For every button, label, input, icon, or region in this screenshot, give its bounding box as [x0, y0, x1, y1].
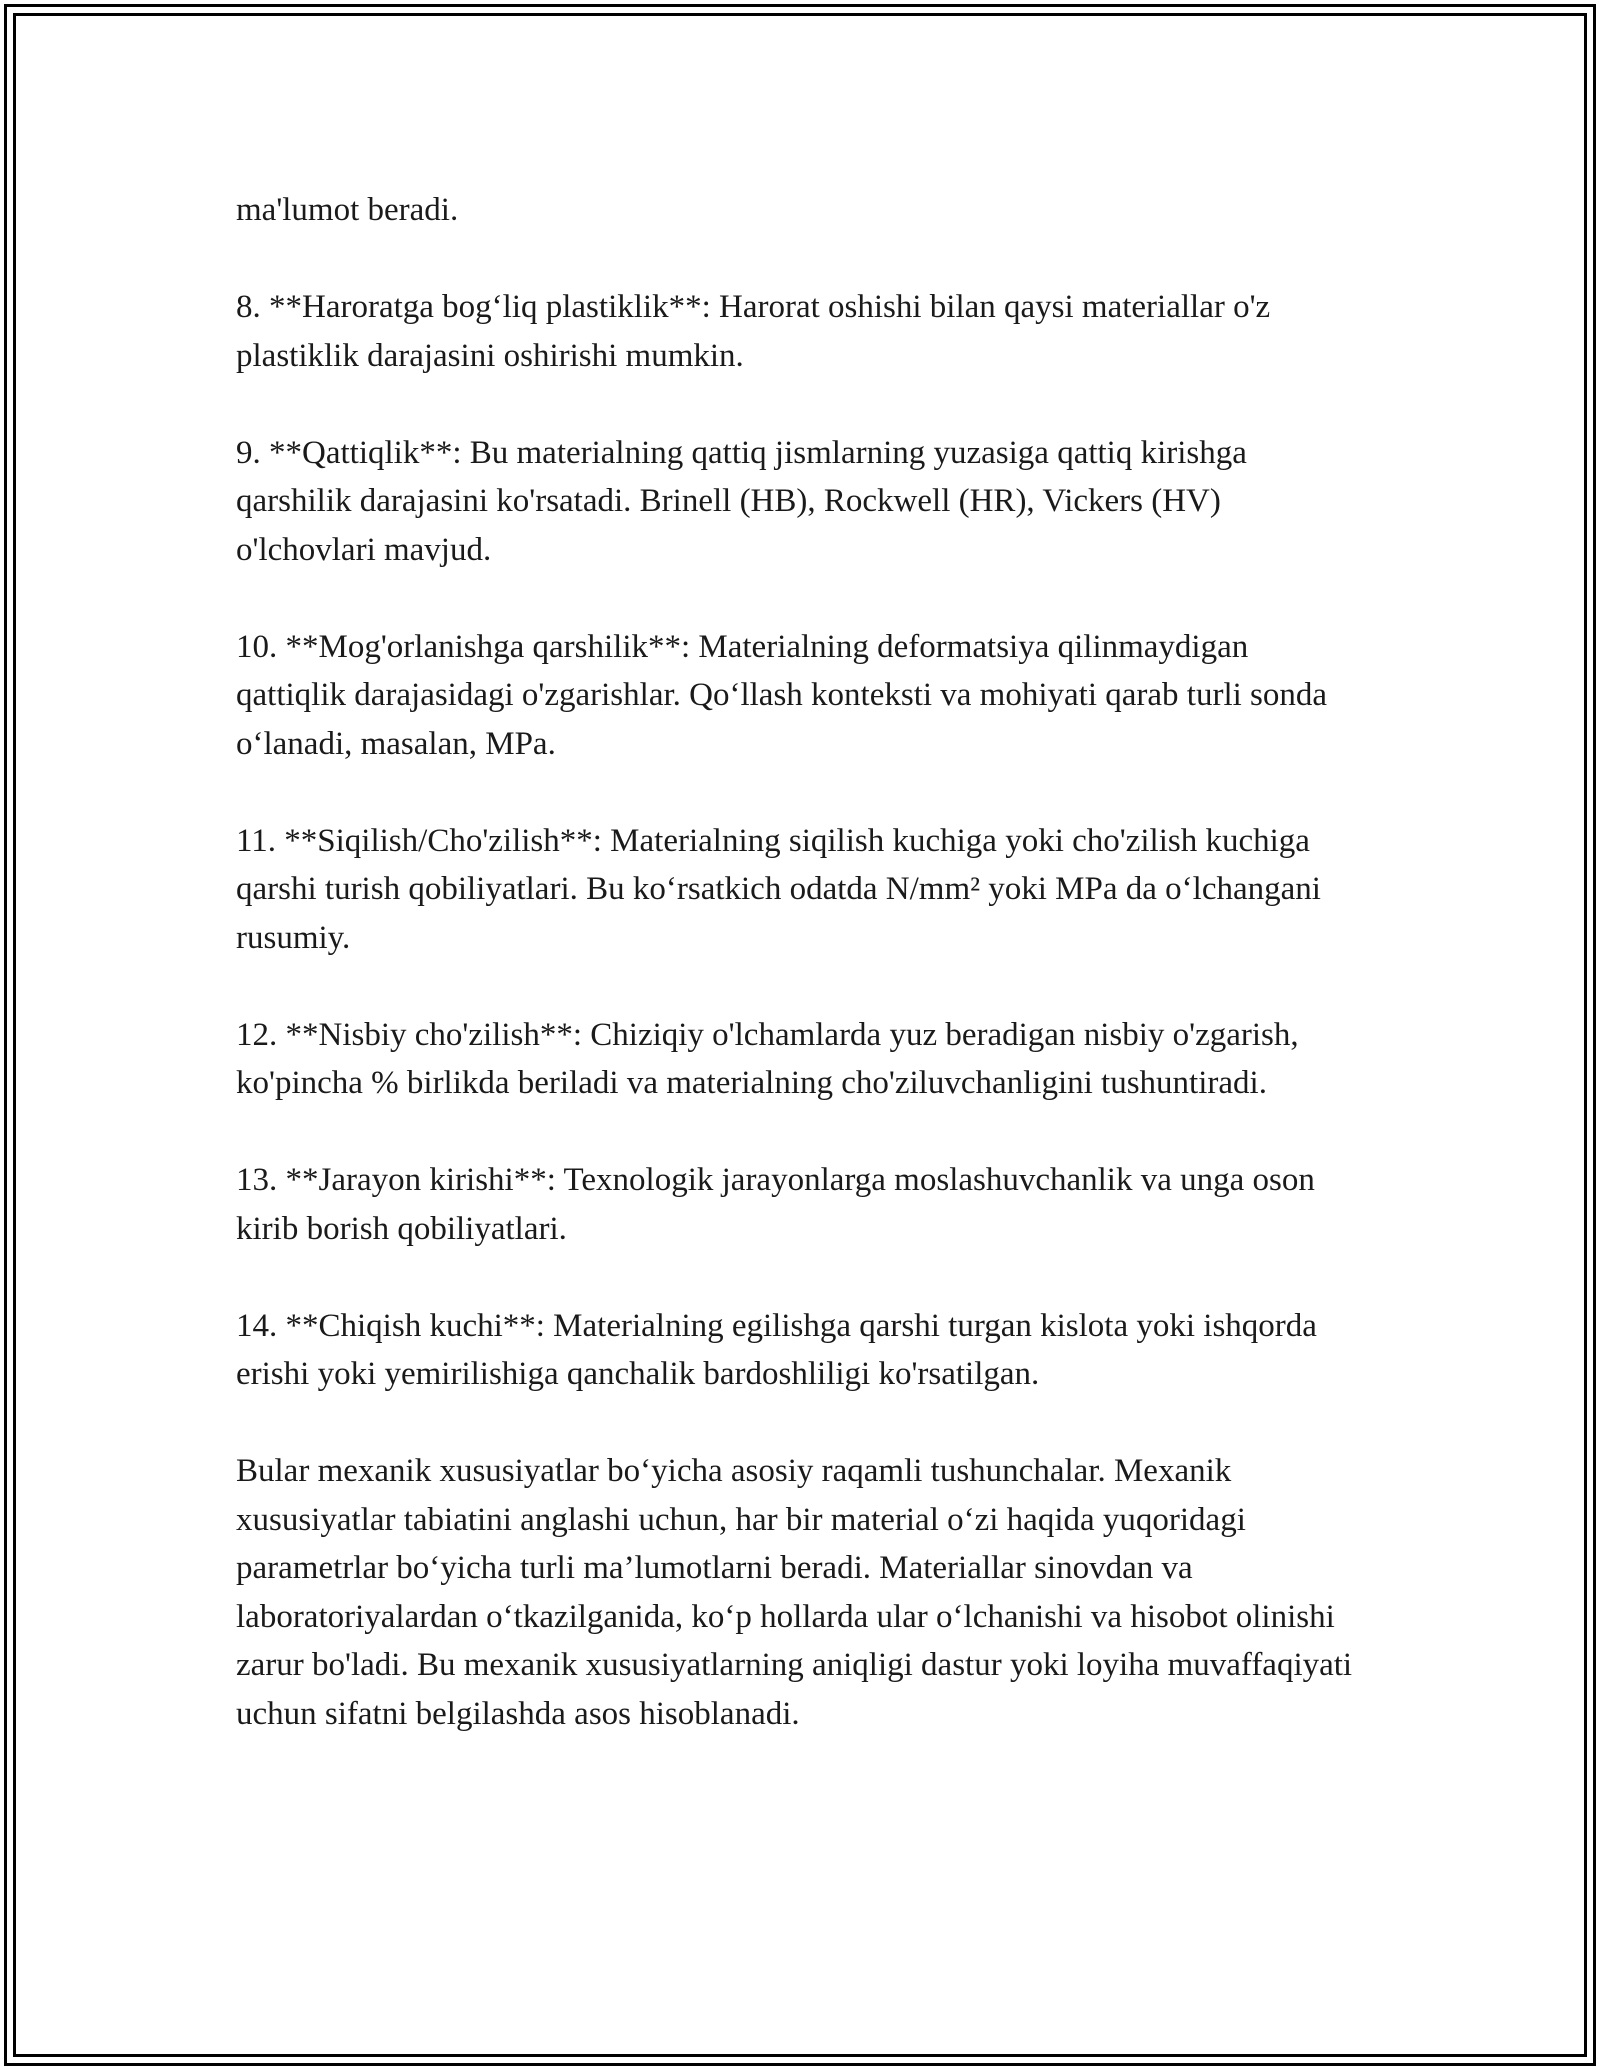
paragraph-conclusion: Bular mexanik xususiyatlar bo‘yicha asosiy raqamli tushunchalar. Mexanik xususiyatlar tabiatini anglashi uchun, har bir material o‘zi haqida yuqoridagi parametrlar bo‘yicha turli ma’lumotlarni beradi. Materiallar sinovdan va laboratoriyalardan o‘tkazilganida, ko‘p hollarda ular o‘lchanishi va hisobot olinishi zarur bo'ladi. Bu mexanik xususiyatlarning aniqligi dastur yoki loyiha muvaffaqiyati uchun sifatni belgilashda asos hisoblanadi. — [236, 1453, 1353, 1732]
paragraph-item-14: 14. **Chiqish kuchi**: Materialning egilishga qarshi turgan kislota yoki ishqorda erishi yoki yemirilishiga qanchalik bardoshliligi ko'rsatilgan. — [236, 1307, 1317, 1392]
paragraph-item-12: 12. **Nisbiy cho'zilish**: Chiziqiy o'lchamlarda yuz beradigan nisbiy o'zgarish, ko'pincha % birlikda beriladi va materialning cho'ziluvchanligini tushuntiradi. — [236, 1016, 1299, 1101]
paragraph-item-11: 11. **Siqilish/Cho'zilish**: Materialning siqilish kuchiga yoki cho'zilish kuchiga qarshi turish qobiliyatlari. Bu ko‘rsatkich odatda N/mm² yoki MPa da o‘lchangani rusumiy. — [236, 822, 1321, 956]
paragraph-item-8: 8. **Haroratga bog‘liq plastiklik**: Harorat oshishi bilan qaysi materiallar o'z plastiklik darajasini oshirishi mumkin. — [236, 289, 1271, 374]
paragraph-item-10: 10. **Mog'orlanishga qarshilik**: Materialning deformatsiya qilinmaydigan qattiqlik darajasidagi o'zgarishlar. Qo‘llash konteksti va mohiyati qarab turli sonda o‘lanadi, masalan, MPa. — [236, 628, 1328, 762]
paragraph-item-9: 9. **Qattiqlik**: Bu materialning qattiq jismlarning yuzasiga qattiq kirishga qarshilik darajasini ko'rsatadi. Brinell (HB), Rockwell (HR), Vickers (HV) o'lchovlari mavjud. — [236, 434, 1247, 568]
document-body — [236, 186, 1366, 1787]
paragraph-item-13: 13. **Jarayon kirishi**: Texnologik jarayonlarga moslashuvchanlik va unga oson kirib borish qobiliyatlari. — [236, 1162, 1315, 1247]
paragraph-continuation: ma'lumot beradi. — [236, 192, 459, 228]
